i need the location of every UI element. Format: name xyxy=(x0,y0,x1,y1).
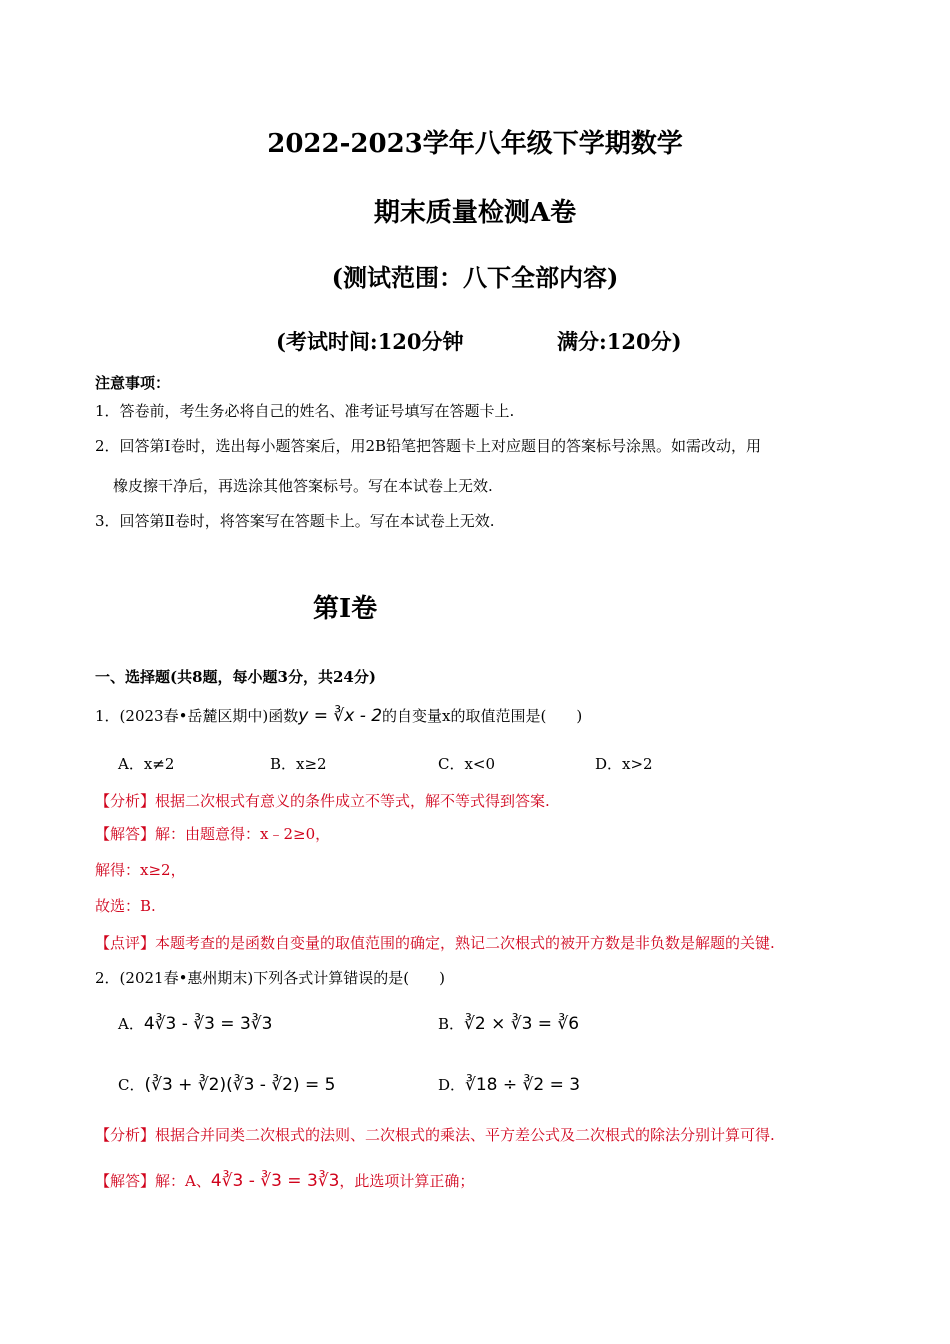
q2-option-d-expr: ∛18 ÷ ∛2 = 3 xyxy=(465,1075,581,1095)
q2-option-d xyxy=(438,1074,580,1095)
exam-subtitle: 期末质量检测A卷 xyxy=(373,198,577,228)
part-heading: 一、选择题(共8题，每小题3分，共24分) xyxy=(95,668,376,686)
q1-choice: 故选：B. xyxy=(95,897,156,915)
q2-option-d-label: D． xyxy=(438,1076,466,1094)
q2-option-b-label: B． xyxy=(438,1015,465,1033)
q1-option-a: A．x≠2 xyxy=(118,755,175,773)
q2-analysis: 【分析】根据合并同类二次根式的法则、二次根式的乘法、平方差公式及二次根式的除法分别计算可得. xyxy=(95,1126,775,1144)
q1-option-c: C．x<0 xyxy=(438,755,496,773)
question-1-prefix: 1．(2023春•岳麓区期中)函数 xyxy=(95,707,299,725)
q1-comment: 【点评】本题考查的是函数自变量的取值范围的确定，熟记二次根式的被开方数是非负数是解题的关键. xyxy=(95,934,775,952)
exam-title: 2022-2023学年八年级下学期数学 xyxy=(267,129,683,159)
notice-heading: 注意事项： xyxy=(95,374,171,392)
q1-solution: 【解答】解：由题意得：x﹣2≥0， xyxy=(95,825,331,843)
q2-option-a xyxy=(118,1013,272,1034)
q2-option-c-label: C． xyxy=(118,1076,145,1094)
notice-item-2-cont: 橡皮擦干净后，再选涂其他答案标号。写在本试卷上无效. xyxy=(113,477,493,495)
exam-score: 满分:120分) xyxy=(557,329,682,354)
exam-scope: (测试范围：八下全部内容) xyxy=(331,263,619,292)
section-title: 第Ⅰ卷 xyxy=(313,594,378,624)
q2-solution xyxy=(95,1170,474,1191)
q2-option-a-expr: 4∛3 - ∛3 = 3∛3 xyxy=(143,1014,273,1034)
question-2-stem: 2．(2021春•惠州期末)下列各式计算错误的是( ) xyxy=(95,969,445,987)
q1-option-b: B．x≥2 xyxy=(270,755,327,773)
q1-option-d: D．x>2 xyxy=(595,755,653,773)
q2-option-b-expr: ∛2 × ∛3 = ∛6 xyxy=(464,1014,580,1034)
q2-option-b xyxy=(438,1013,579,1034)
q2-solution-expr: 4∛3 - ∛3 = 3∛3 xyxy=(210,1171,340,1191)
question-1-suffix: 的自变量x的取值范围是( ) xyxy=(382,707,583,725)
notice-item-1: 1．答卷前，考生务必将自己的姓名、准考证号填写在答题卡上. xyxy=(95,402,515,420)
exam-time: (考试时间:120分钟 xyxy=(276,329,464,354)
q1-analysis: 【分析】根据二次根式有意义的条件成立不等式，解不等式得到答案. xyxy=(95,792,550,810)
q2-option-c-expr: (∛3 + ∛2)(∛3 - ∛2) = 5 xyxy=(144,1075,336,1095)
notice-item-2: 2．回答第Ⅰ卷时，选出每小题答案后，用2B铅笔把答题卡上对应题目的答案标号涂黑。如需改动，用 xyxy=(95,437,762,455)
q2-option-c xyxy=(118,1074,335,1095)
q2-option-a-label: A． xyxy=(118,1015,144,1033)
q2-solution-suffix: ，此选项计算正确； xyxy=(339,1172,475,1190)
question-1-formula: y = ∛x - 2 xyxy=(298,706,383,726)
question-1-stem xyxy=(95,705,582,726)
q1-solved: 解得：x≥2， xyxy=(95,861,186,879)
notice-item-3: 3．回答第Ⅱ卷时，将答案写在答题卡上。写在本试卷上无效. xyxy=(95,512,495,530)
q2-solution-prefix: 【解答】解：A、 xyxy=(95,1172,211,1190)
